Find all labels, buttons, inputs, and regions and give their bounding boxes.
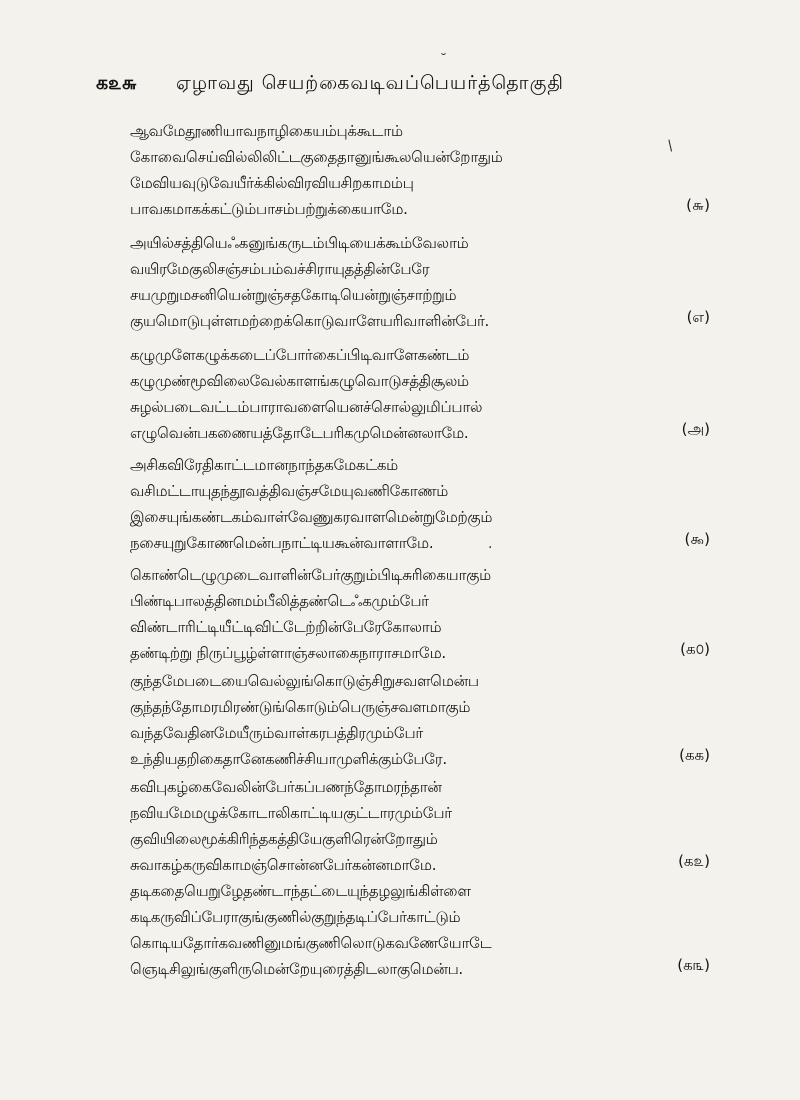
verse-line: உந்தியதறிகைதானேகணிச்சியாமுளிக்கும்பேரே. <box>130 750 447 768</box>
verse-line: குயமொடுபுள்ளமற்றைக்கொடுவாளேயரிவாளின்பேர். <box>130 312 489 330</box>
stanza-5 <box>130 562 710 666</box>
verse-line: ஆவமேதூணியாவநாழிகையம்புக்கூடாம் <box>130 122 403 140</box>
stanza-8 <box>130 878 710 982</box>
verse-line: ஞெடிசிலுங்குளிருமென்றேயுரைத்திடலாகுமென்ப. <box>130 960 463 978</box>
verse-number: (க௦) <box>680 640 710 658</box>
verse-line: கொண்டெழுமுடைவாளின்பேர்குறும்பிடிசுரிகையாகும் <box>130 566 491 584</box>
verse-line: எழுவென்பகணையத்தோடேபரிகமுமென்னலாமே. <box>130 424 469 442</box>
verse-line: அயில்சத்தியெஃகனுங்கருடம்பிடியைக்கூம்வேலாம் <box>130 234 469 252</box>
verse-line: அசிகவிரேதிகாட்டமானநாந்தகமேகட்கம் <box>130 456 398 474</box>
verse-number: (௯) <box>684 530 710 548</box>
verse-line: குவியிலைமூக்கிரிந்தகத்தியேகுளிரென்றோதும் <box>130 830 438 848</box>
verse-line: சுழல்படைவட்டம்பாராவளையெனச்சொல்லுமிப்பால் <box>130 398 483 416</box>
ink-speck: ∕ <box>664 137 677 155</box>
verse-line: குந்தந்தோமரமிரண்டுங்கொடும்பெருஞ்சவளமாகும் <box>130 698 471 716</box>
section-title: ஏழாவது செயற்கைவடிவப்பெயர்த்தொகுதி <box>176 72 564 94</box>
verse-number: (எ) <box>686 308 710 326</box>
ink-speck: · <box>488 540 493 556</box>
verse-line: வந்தவேதினமேயீரும்வாள்கரபத்திரமும்பேர் <box>130 724 423 742</box>
verse-line: சுவாகழ்கருவிகாமஞ்சொன்னபேர்கன்னமாமே. <box>130 856 437 874</box>
verse-number: (க௨) <box>678 852 710 870</box>
verse-line: மேவியவுடுவேயீர்க்கில்விரவியசிறகாமம்பு <box>130 174 414 192</box>
verse-number: (௬) <box>686 196 710 214</box>
page-number: க௨௬ <box>96 72 137 94</box>
stanza-3 <box>130 342 710 446</box>
verse-line: குந்தமேபடையைவெல்லுங்கொடுஞ்சிறுசவளமென்ப <box>130 672 479 690</box>
verse-line: பிண்டிபாலத்தினமம்பீலித்தண்டெஃகமும்பேர் <box>130 592 429 610</box>
verse-line: கொடியதோர்கவணினுமங்குணிலொடுகவணேயோடே <box>130 934 492 952</box>
verse-line: இசையுங்கண்டகம்வாள்வேணுகரவாளமென்றுமேற்கும் <box>130 508 493 526</box>
verse-line: கவிபுகழ்கைவேலின்பேர்கப்பணந்தோமரந்தான் <box>130 778 442 796</box>
stanza-4 <box>130 452 710 556</box>
verse-line: தடிகதையெறுழேதண்டாந்தட்டையுந்தழலுங்கிள்ளை <box>130 882 471 900</box>
verse-number: (அ) <box>681 420 710 438</box>
verse-line: கழுமுளேகழுக்கடைப்போர்கைப்பிடிவாளேகண்டம் <box>130 346 470 364</box>
stanza-6 <box>130 668 710 772</box>
verse-line: நவியமேமழுக்கோடாலிகாட்டியகுட்டாரமும்பேர் <box>130 804 452 822</box>
verse-number: (கக) <box>679 746 710 764</box>
verse-line: வயிரமேகுலிசஞ்சம்பம்வச்சிராயுதத்தின்பேரே <box>130 260 430 278</box>
verse-line: நசையுறுகோணமென்பநாட்டியகூன்வாளாமே. <box>130 534 434 552</box>
stanza-7 <box>130 774 710 878</box>
stanza-2 <box>130 230 710 334</box>
verse-line: பாவகமாகக்கட்டும்பாசம்பற்றுக்கையாமே. <box>130 200 408 218</box>
verse-line: கடிகருவிப்பேராகுங்குணில்குறுந்தடிப்பேர்காட்டும் <box>130 908 461 926</box>
verse-line: வசிமட்டாயுதந்தூவத்திவஞ்சமேயுவணிகோணம் <box>130 482 449 500</box>
verse-number: (க௩) <box>677 956 710 974</box>
ink-speck: ˘ <box>440 52 447 68</box>
verse-line: சயமுறுமசனியென்றுஞ்சதகோடியென்றுஞ்சாற்றும் <box>130 286 457 304</box>
verse-line: தண்டிற்று நிருப்பூழ்ள்ளாஞ்சலாகைநாராசமாமே. <box>130 644 446 662</box>
verse-line: கழுமுண்மூவிலைவேல்காளங்கழுவொடுசத்திசூலம் <box>130 372 469 390</box>
verse-line: விண்டாரிட்டியீட்டிவிட்டேற்றின்பேரேகோலாம் <box>130 618 442 636</box>
page-header <box>96 64 716 104</box>
stanza-1 <box>130 118 710 222</box>
verse-line: கோவைசெய்வில்லிலிட்டகுதைதானுங்கூலயென்றோதும் <box>130 148 503 166</box>
